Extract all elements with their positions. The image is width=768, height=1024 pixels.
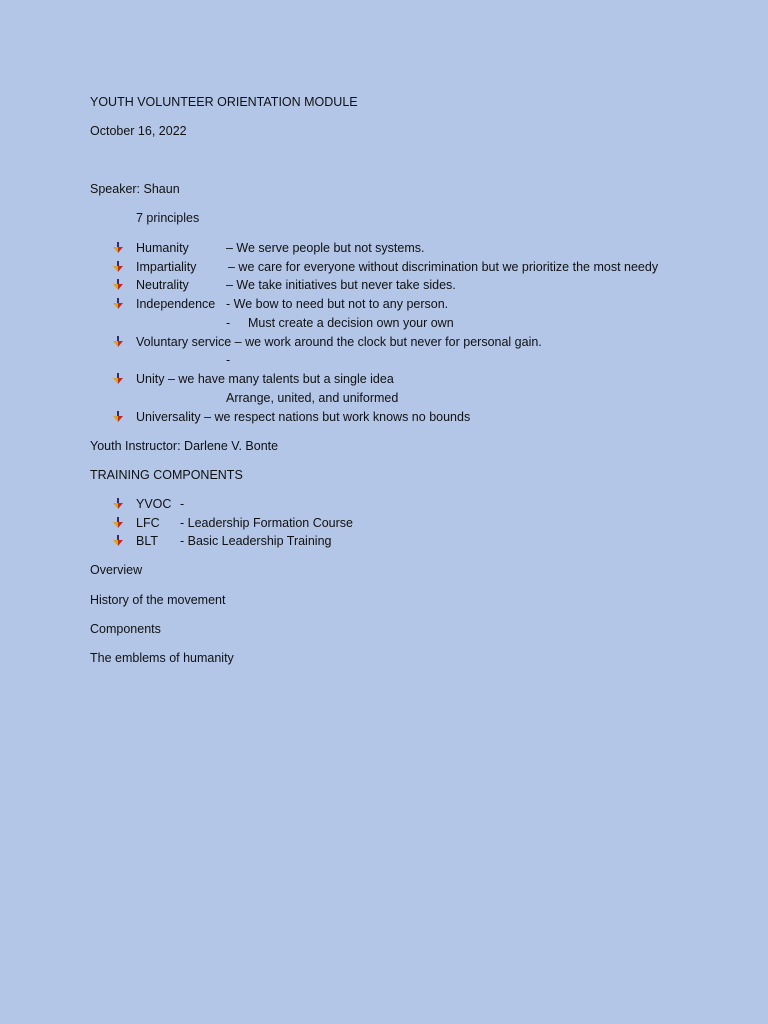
speaker-line: Speaker: Shaun [90,182,180,196]
arrow-down-bullet-icon [112,261,124,273]
document-date: October 16, 2022 [90,124,187,138]
training-description: - Basic Leadership Training [180,534,332,548]
document-title: YOUTH VOLUNTEER ORIENTATION MODULE [90,95,358,109]
sub-dash: - [226,353,231,367]
arrow-down-bullet-icon [112,336,124,348]
arrow-down-bullet-icon [112,517,124,529]
training-description: - Leadership Formation Course [180,516,353,530]
overview-line: Overview [90,563,143,577]
independence-sub-text: Must create a decision own your own [248,316,454,330]
training-description: - [180,497,185,511]
principle-label: Universality – we respect nations but work knows no bounds [136,410,471,424]
sub-dash: - [226,316,231,330]
arrow-down-bullet-icon [112,411,124,423]
principle-label: Voluntary service – we work around the clock but never for personal gain. [136,335,542,349]
emblems-line: The emblems of humanity [90,651,234,665]
components-line: Components [90,622,161,636]
arrow-down-bullet-icon [112,298,124,310]
principle-label: Impartiality [136,260,197,274]
training-label: BLT [136,534,158,548]
history-line: History of the movement [90,593,226,607]
arrow-down-bullet-icon [112,373,124,385]
arrow-down-bullet-icon [112,535,124,547]
principles-heading: 7 principles [136,211,200,225]
arrow-down-bullet-icon [112,498,124,510]
arrow-down-bullet-icon [112,242,124,254]
principle-label: Independence [136,297,216,311]
principle-label: Unity – we have many talents but a single idea [136,372,394,386]
training-label: YVOC [136,497,172,511]
principle-label: Humanity [136,241,189,255]
principle-description: - We bow to need but not to any person. [226,297,449,311]
arrow-down-bullet-icon [112,279,124,291]
principle-description: – We take initiatives but never take sides. [226,278,456,292]
unity-sub-text: Arrange, united, and uniformed [226,391,399,405]
principle-description: – We serve people but not systems. [226,241,425,255]
principle-label: Neutrality [136,278,189,292]
principle-description: – we care for everyone without discrimination but we prioritize the most needy [228,260,659,274]
instructor-line: Youth Instructor: Darlene V. Bonte [90,439,279,453]
training-heading: TRAINING COMPONENTS [90,468,243,482]
training-label: LFC [136,516,160,530]
